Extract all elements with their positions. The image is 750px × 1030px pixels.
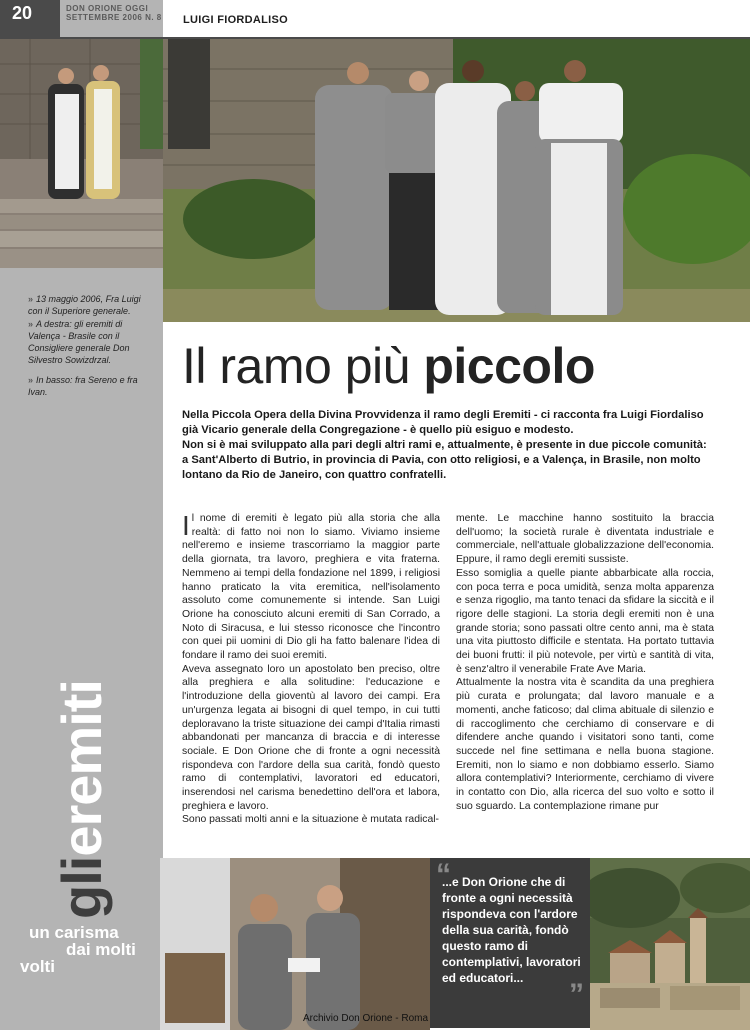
quote-open-icon: “: [436, 858, 451, 891]
caption-3: » In basso: fra Sereno e fra Ivan.: [28, 375, 138, 397]
pull-quote-text: ...e Don Orione che di fronte a ogni necessità rispondeva con l'ardore della sua carità, fondò questo ramo di contemplativi, lavoratori ed educatori...: [442, 875, 581, 985]
magazine-info: [66, 4, 162, 22]
tagline-line-2: dai molti: [66, 940, 136, 959]
body-paragraph: Il nome di eremiti è legato più alla storia che alla realtà: di fatto noi non lo siamo. Viviamo insieme nell'eremo e insieme trascorriamo la maggior parte della giornata, tra lavoro, preghiera e vita fraterna. Nemmeno ai tempi della fondazione nel 1899, i religiosi hanno praticato la vita eremitica, nell'isolamento assoluto come comunemente si intende. San Luigi Orione ha conosciuto alcuni eremiti di San Corrado, a Noto di Siracusa, e lui stesso riconosce che l'incontro con quei pii uomini di Dio gli ha fatto balenare l'idea di fondare il ramo dei suoi eremiti.: [182, 510, 440, 662]
caption-1: » 13 maggio 2006, Fra Luigi con il Superiore generale.: [28, 294, 141, 316]
caption-2: » A destra: gli eremiti di Valença - Brasile con il Consigliere generale Don Silvestro Sowizdrzal.: [28, 319, 130, 365]
body-paragraph: mente. Le macchine hanno sostituito la braccia dell'uomo; la società rurale è diventata industriale e commerciale, nell'attuale globalizzazione dell'economia. Eppure, il ramo degli eremiti sussiste.: [456, 513, 714, 566]
sidebar-tagline: [20, 924, 148, 975]
body-column-1: [182, 512, 440, 827]
tagline-line-3: volti: [20, 957, 55, 976]
caption-arrow-icon: »: [28, 294, 34, 304]
sidebar-title-eremiti: eremiti: [50, 680, 113, 857]
pull-quote: [430, 858, 590, 1028]
magazine-issue: SETTEMBRE 2006 N. 8: [66, 13, 162, 22]
body-paragraph: Sono passati molti anni e la situazione è mutata radical-: [182, 814, 440, 826]
archive-credit: Archivio Don Orione - Roma: [303, 1013, 429, 1024]
caption-arrow-icon: »: [28, 319, 34, 329]
title-part-3: piccolo: [423, 338, 595, 394]
article-title: [182, 338, 595, 394]
photo-superior-general: [0, 39, 163, 268]
lede-paragraph-1: Nella Piccola Opera della Divina Provvidenza il ramo degli Eremiti - ci racconta fra Luigi Fiordaliso già Vicario generale della Congregazione - è quello più esiguo e modesto.: [182, 409, 704, 436]
photo-fra-sereno-ivan: [160, 858, 430, 1030]
drop-cap: I: [182, 510, 190, 541]
body-paragraph: Aveva assegnato loro un apostolato ben preciso, oltre alla preghiera e alla solitudine: l'educazione e l'introduzione della gioventù al lavoro dei campi. Era un'urgenza legata ai bisogni di quel tempo, in cui tutti deploravano la triste situazione dei campi d'Italia rimasti abbandonati per mancanza di braccia e di interesse sociale. E Don Orione che di fronte a ogni necessità rispondeva con l'ardore della sua carità, fondò questo ramo di contemplativi, lavoratori ed educatori, inserendosi nel carisma benedettino dell'ora et labora, preghiera e lavoro.: [182, 663, 440, 812]
title-part-1: Il ramo: [182, 338, 332, 394]
article-lede: [182, 408, 714, 483]
quote-close-icon: ”: [569, 978, 584, 1011]
body-column-2: [456, 512, 714, 813]
body-paragraph: Esso somiglia a quelle piante abbarbicate alla roccia, con poca terra e poca umidità, senza molta apparenza e senza rigoglio, ma tanto tenaci da sfidare la siccità e il rigore delle stagioni. La storia degli eremiti non è una grande storia; sono passati oltre cento anni, ma è stata una vita piuttosto difficile e stentata. Ha portato tuttavia dei buoni frutti: il più notevole, per virtù e santità di vita, è senz'altro il venerabile Frate Ave Maria.: [456, 567, 714, 675]
page-number: 20: [0, 0, 60, 38]
tagline-line-1: un carisma: [29, 923, 119, 942]
sidebar-title-gli: gli: [50, 856, 113, 919]
magazine-name: DON ORIONE OGGI: [66, 4, 149, 13]
caption-arrow-icon: »: [28, 375, 34, 385]
lede-paragraph-2: Non si è mai sviluppato alla pari degli altri rami e, attualmente, è presente in due piccole comunità: a Sant'Alberto di Butrio, in provincia di Pavia, con otto religiosi, e a Valença, in Brasile, non molto lontano da Rio de Janeiro, con quattro confratelli.: [182, 439, 707, 481]
sidebar-vertical-title: [50, 680, 113, 919]
title-part-2: più: [344, 338, 410, 394]
photo-hermits-valenca: [163, 39, 750, 322]
body-paragraph: Attualmente la nostra vita è scandita da una preghiera più curata e prolungata; dal lavoro manuale e a momenti, anche faticoso; dal clima abituale di silenzio e di raccoglimento che cerchiamo di conservare e di difendere anche quando i visitatori sono tanti, come succede nel fine settimana e nella buona stagione. Eremiti, non lo siamo e non dobbiamo esserlo. Siamo allora contemplativi? Interiormente, cerchiamo di vivere in contatto con Dio, alla ricerca del suo volto e sotto il suo sguardo. La contemplazione rimane pur: [456, 677, 714, 812]
author-name: LUIGI FIORDALISO: [183, 14, 289, 26]
photo-monastery-village: [590, 858, 750, 1030]
